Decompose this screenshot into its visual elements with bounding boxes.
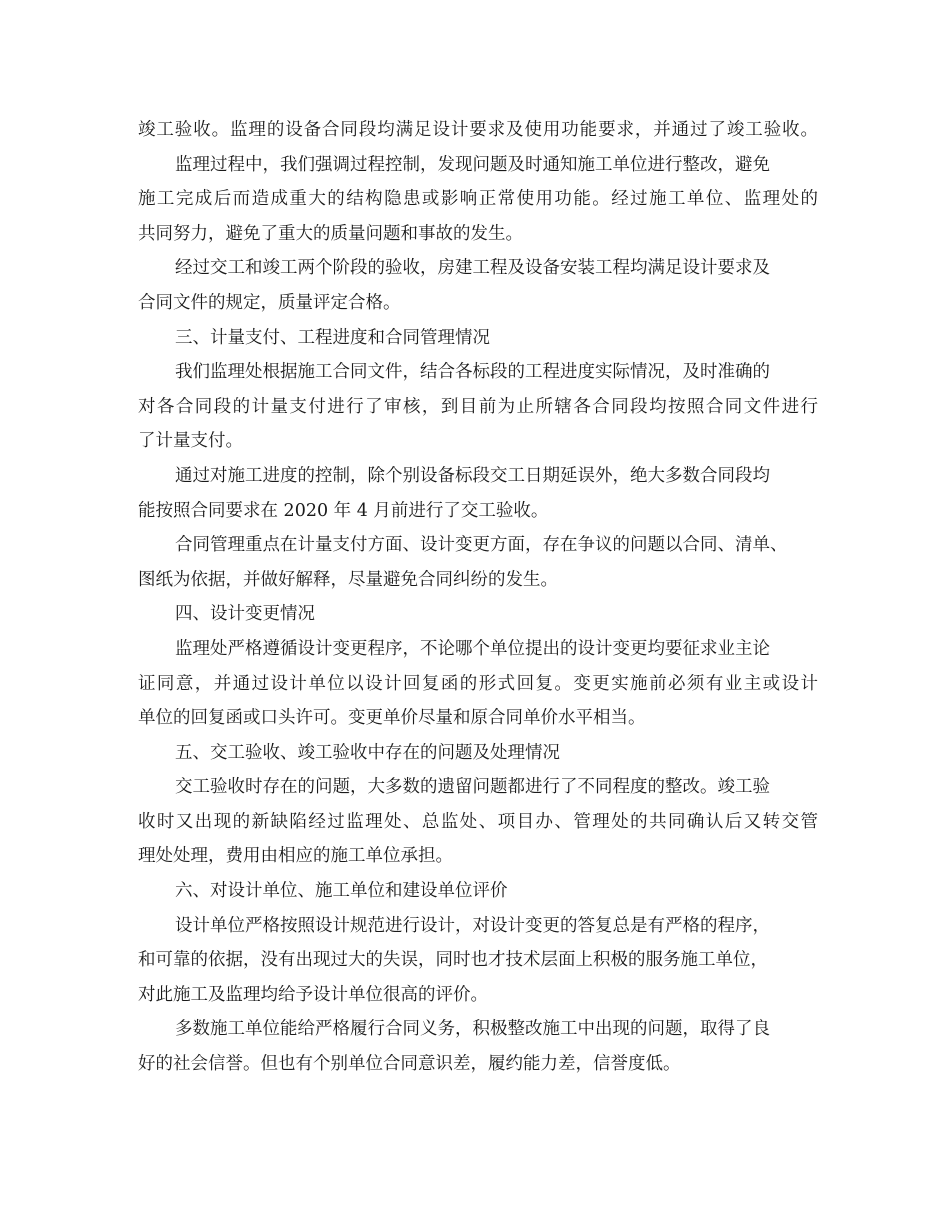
text-line: 通过对施工进度的控制，除个别设备标段交工日期延误外，绝大多数合同段均	[175, 465, 770, 486]
text-line: 交工验收时存在的问题，大多数的遗留问题都进行了不同程度的整改。竣工验	[175, 777, 770, 798]
text-line: 监理过程中，我们强调过程控制，发现问题及时通知施工单位进行整改，避免	[175, 154, 770, 175]
document-body	[138, 113, 818, 1082]
text-line: 合同管理重点在计量支付方面、设计变更方面，存在争议的问题以合同、清单、	[175, 535, 788, 556]
text-line: 图纸为依据，并做好解释，尽量避免合同纠纷的发生。	[138, 569, 558, 590]
text-line: 合同文件的规定，质量评定合格。	[138, 292, 401, 313]
text-line: 好的社会信誉。但也有个别单位合同意识差，履约能力差，信誉度低。	[138, 1054, 681, 1075]
text-line: 证同意，并通过设计单位以设计回复函的形式回复。变更实施前必须有业主或设计	[138, 673, 818, 694]
text-line: 共同努力，避免了重大的质量问题和事故的发生。	[138, 223, 523, 244]
text-line: 和可靠的依据，没有出现过大的失误，同时也才技术层面上积极的服务施工单位，	[138, 950, 768, 971]
text-line: 竣工验收。监理的设备合同段均满足设计要求及使用功能要求，并通过了竣工验收。	[138, 120, 818, 140]
section-heading: 五、交工验收、竣工验收中存在的问题及处理情况	[175, 742, 560, 763]
text-line: 对此施工及监理均给予设计单位很高的评价。	[138, 984, 488, 1005]
text-line: 设计单位严格按照设计规范进行设计，对设计变更的答复总是有严格的程序，	[175, 915, 770, 936]
text-line: 理处处理，费用由相应的施工单位承担。	[138, 846, 453, 867]
section-heading: 六、对设计单位、施工单位和建设单位评价	[175, 881, 508, 902]
section-heading: 四、设计变更情况	[175, 604, 315, 625]
text-line: 单位的回复函或口头许可。变更单价尽量和原合同单价水平相当。	[138, 708, 646, 729]
text-line: 施工完成后而造成重大的结构隐患或影响正常使用功能。经过施工单位、监理处的	[138, 189, 818, 210]
text-line: 收时又出现的新缺陷经过监理处、总监处、项目办、管理处的共同确认后又转交管	[138, 811, 818, 832]
text-line: 经过交工和竣工两个阶段的验收，房建工程及设备安装工程均满足设计要求及	[175, 258, 770, 279]
section-heading: 三、计量支付、工程进度和合同管理情况	[175, 327, 490, 348]
text-line: 能按照合同要求在 2020 年 4 月前进行了交工验收。	[138, 500, 549, 521]
text-line: 我们监理处根据施工合同文件，结合各标段的工程进度实际情况，及时准确的	[175, 362, 770, 383]
text-line: 对各合同段的计量支付进行了审核，到目前为止所辖各合同段均按照合同文件进行	[138, 396, 818, 417]
text-line: 监理处严格遵循设计变更程序，不论哪个单位提出的设计变更均要征求业主论	[175, 638, 770, 659]
text-line: 多数施工单位能给严格履行合同义务，积极整改施工中出现的问题，取得了良	[175, 1019, 770, 1040]
text-line: 了计量支付。	[138, 431, 243, 452]
